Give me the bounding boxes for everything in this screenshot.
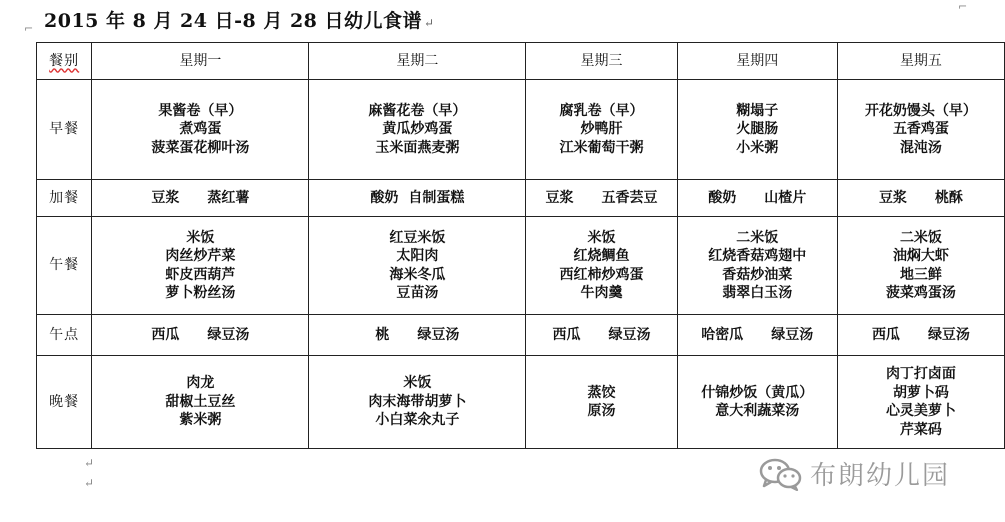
wechat-icon <box>758 457 802 491</box>
menu-cell: 开花奶馒头（早） 五香鸡蛋 混沌汤 <box>837 80 1004 180</box>
menu-table <box>36 42 1005 449</box>
day-header: 星期一 <box>92 43 309 80</box>
watermark-text: 布朗幼儿园 <box>810 461 951 491</box>
day-header: 星期三 <box>526 43 677 80</box>
afternoon-row <box>37 315 1005 356</box>
menu-cell: 米饭 肉丝炒芹菜 虾皮西葫芦 萝卜粉丝汤 <box>92 217 309 315</box>
paragraph-mark: ↵ <box>424 16 435 30</box>
menu-cell: 西瓜 绿豆汤 <box>92 315 309 356</box>
day-header: 星期二 <box>309 43 526 80</box>
menu-cell: 西瓜 绿豆汤 <box>837 315 1004 356</box>
menu-cell: 肉龙 甜椒土豆丝 紫米粥 <box>92 356 309 449</box>
margin-corner-mark: ⌐ <box>24 22 34 35</box>
meal-label: 早餐 <box>37 80 92 180</box>
snack-row <box>37 180 1005 217</box>
menu-cell: 什锦炒饭（黄瓜） 意大利蔬菜汤 <box>677 356 837 449</box>
paragraph-mark: ↵ <box>84 456 95 470</box>
day-header: 星期五 <box>837 43 1004 80</box>
dinner-row <box>37 356 1005 449</box>
menu-cell: 腐乳卷（早） 炒鸭肝 江米葡萄干粥 <box>526 80 677 180</box>
header-row <box>37 43 1005 80</box>
menu-cell: 西瓜 绿豆汤 <box>526 315 677 356</box>
meal-label: 午餐 <box>37 217 92 315</box>
menu-cell: 糊塌子 火腿肠 小米粥 <box>677 80 837 180</box>
menu-cell: 二米饭 红烧香菇鸡翅中 香菇炒油菜 翡翠白玉汤 <box>677 217 837 315</box>
menu-cell: 豆浆 蒸红薯 <box>92 180 309 217</box>
menu-cell: 哈密瓜 绿豆汤 <box>677 315 837 356</box>
corner-header: 餐别 <box>37 43 92 80</box>
breakfast-row <box>37 80 1005 180</box>
day-header: 星期四 <box>677 43 837 80</box>
menu-cell: 麻酱花卷（早） 黄瓜炒鸡蛋 玉米面燕麦粥 <box>309 80 526 180</box>
menu-cell: 米饭 肉末海带胡萝卜 小白菜氽丸子 <box>309 356 526 449</box>
menu-cell: 豆浆 五香芸豆 <box>526 180 677 217</box>
menu-cell: 果酱卷（早） 煮鸡蛋 菠菜蛋花柳叶汤 <box>92 80 309 180</box>
menu-cell: 酸奶 山楂片 <box>677 180 837 217</box>
lunch-row <box>37 217 1005 315</box>
menu-cell: 酸奶 自制蛋糕 <box>309 180 526 217</box>
meal-label: 午点 <box>37 315 92 356</box>
paragraph-mark: ↵ <box>84 476 95 490</box>
menu-cell: 肉丁打卤面 胡萝卜码 心灵美萝卜 芹菜码 <box>837 356 1004 449</box>
meal-label: 晚餐 <box>37 356 92 449</box>
menu-cell: 米饭 红烧鲷鱼 西红柿炒鸡蛋 牛肉羹 <box>526 217 677 315</box>
menu-cell: 蒸饺 原汤 <box>526 356 677 449</box>
menu-cell: 二米饭 油焖大虾 地三鲜 菠菜鸡蛋汤 <box>837 217 1004 315</box>
watermark <box>758 455 950 492</box>
menu-cell: 桃 绿豆汤 <box>309 315 526 356</box>
menu-cell: 豆浆 桃酥 <box>837 180 1004 217</box>
margin-corner-mark: ⌐ <box>958 0 968 13</box>
page-title: 2015 年 8 月 24 日-8 月 28 日幼儿食谱 ↵ <box>44 10 435 32</box>
menu-cell: 红豆米饭 太阳肉 海米冬瓜 豆苗汤 <box>309 217 526 315</box>
meal-label: 加餐 <box>37 180 92 217</box>
